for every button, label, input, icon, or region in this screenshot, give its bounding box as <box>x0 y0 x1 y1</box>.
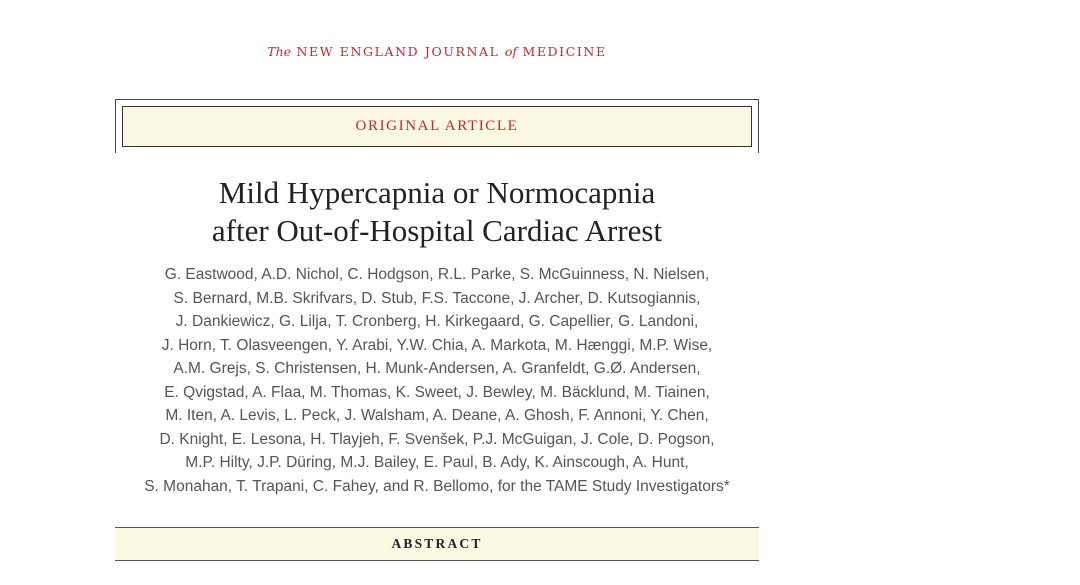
author-line: J. Horn, T. Olasveengen, Y. Arabi, Y.W. Chia, A. Markota, M. Hænggi, M.P. Wise, <box>161 336 713 354</box>
author-line: M. Iten, A. Levis, L. Peck, J. Walsham, A. Deane, A. Ghosh, F. Annoni, Y. Chen, <box>165 407 709 424</box>
author-line: D. Knight, E. Lesona, H. Tlayjeh, F. Svenšek, P.J. McGuigan, J. Cole, D. Pogson, <box>159 430 715 448</box>
author-line: M.P. Hilty, J.P. Düring, M.J. Bailey, E. Paul, B. Ady, K. Ainscough, A. Hunt, <box>185 454 689 471</box>
author-line: J. Dankiewicz, G. Lilja, T. Cronberg, H. Kirkegaard, G. Capellier, G. Landoni, <box>175 313 699 330</box>
journal-masthead <box>0 44 874 59</box>
article-type-label: ORIGINAL ARTICLE <box>355 118 519 134</box>
masthead-prefix: The <box>267 44 292 59</box>
title-line: Mild Hypercapnia or Normocapnia <box>218 175 656 210</box>
masthead-name-part2: MEDICINE <box>522 44 607 59</box>
article-title <box>115 174 759 250</box>
author-line: A.M. Grejs, S. Christensen, H. Munk-Andersen, A. Granfeldt, G.Ø. Andersen, <box>173 360 701 377</box>
masthead-of: of <box>504 44 518 59</box>
author-line: E. Qvigstad, A. Flaa, M. Thomas, K. Sweet, J. Bewley, M. Bäcklund, M. Tiainen, <box>164 383 710 401</box>
author-line: G. Eastwood, A.D. Nichol, C. Hodgson, R.L. Parke, S. McGuinness, N. Nielsen, <box>164 266 710 283</box>
abstract-header-bar <box>115 527 759 561</box>
author-line: S. Monahan, T. Trapani, C. Fahey, and R. Bellomo, for the TAME Study Investigators* <box>144 477 730 495</box>
author-line: S. Bernard, M.B. Skrifvars, D. Stub, F.S. Taccone, J. Archer, D. Kutsogiannis, <box>173 289 701 307</box>
title-line: after Out-of-Hospital Cardiac Arrest <box>211 213 663 248</box>
article-type-frame <box>115 99 759 153</box>
masthead-name-part1: NEW ENGLAND JOURNAL <box>296 44 500 59</box>
author-list <box>100 263 774 498</box>
article-type-box <box>122 106 752 147</box>
abstract-heading: ABSTRACT <box>391 536 483 551</box>
